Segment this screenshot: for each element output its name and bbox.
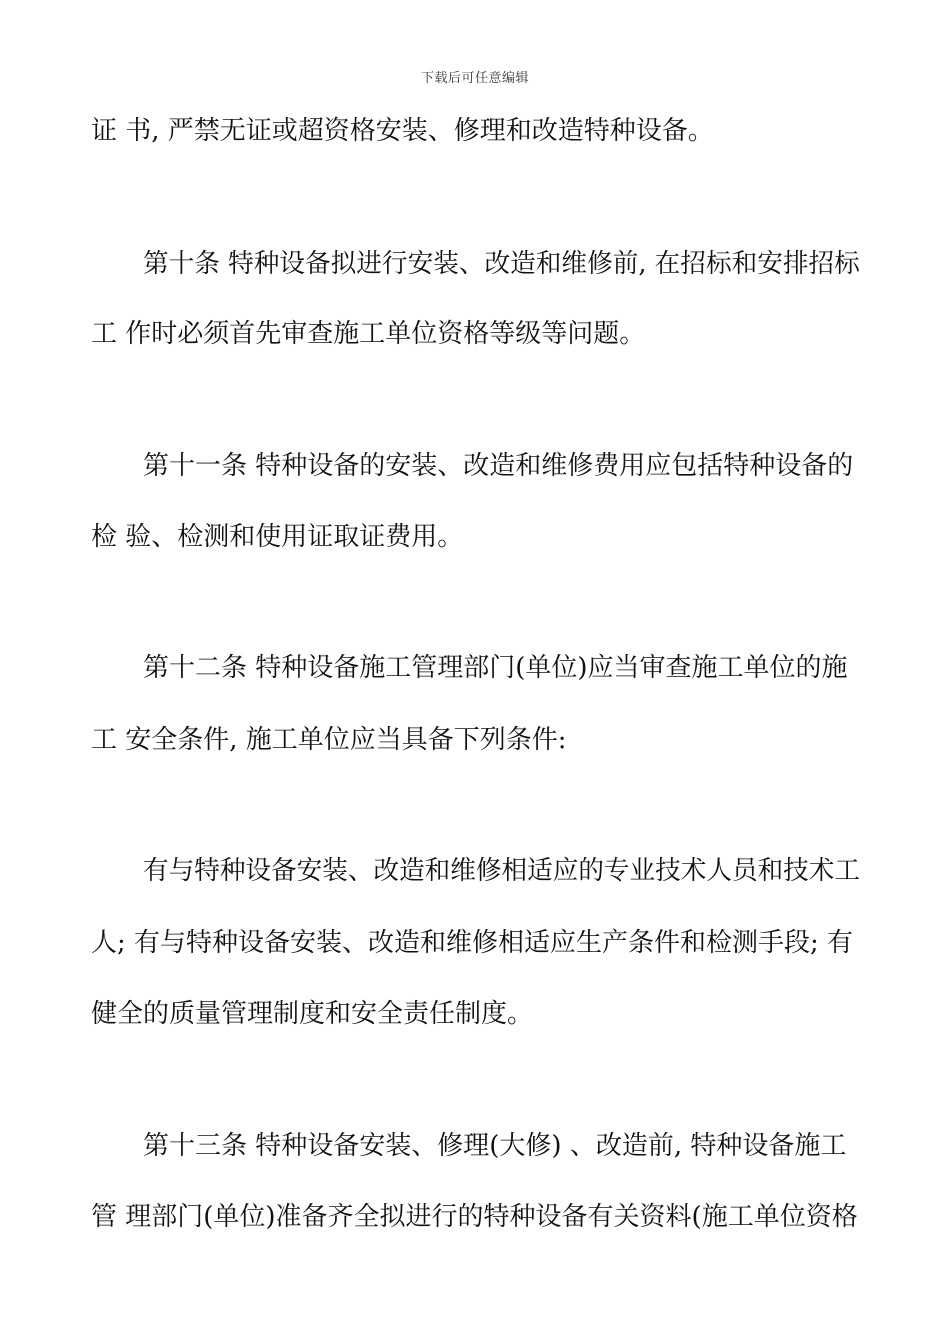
paragraph-line: 证 书, 严禁无证或超资格安装、修理和改造特种设备。 [91, 116, 714, 146]
paragraph-line: 第十条 特种设备拟进行安装、改造和维修前, 在招标和安排招标 [143, 249, 860, 279]
paragraph-line: 检 验、检测和使用证取证费用。 [91, 522, 464, 552]
paragraph-line: 工 安全条件, 施工单位应当具备下列条件: [91, 725, 567, 755]
paragraph-line: 有与特种设备安装、改造和维修相适应的专业技术人员和技术工 [143, 856, 861, 886]
page-header: 下载后可任意编辑 [420, 71, 529, 86]
paragraph-line: 人; 有与特种设备安装、改造和维修相适应生产条件和检测手段; 有 [91, 928, 854, 958]
paragraph-line: 健全的质量管理制度和安全责任制度。 [91, 999, 534, 1029]
paragraph-line: 第十一条 特种设备的安装、改造和维修费用应包括特种设备的 [143, 451, 854, 481]
paragraph-line: 管 理部门(单位)准备齐全拟进行的特种设备有关资料(施工单位资格 [91, 1202, 858, 1232]
paragraph-line: 第十二条 特种设备施工管理部门(单位)应当审查施工单位的施 [143, 653, 848, 683]
paragraph-line: 工 作时必须首先审查施工单位资格等级等问题。 [91, 319, 646, 349]
paragraph-line: 第十三条 特种设备安装、修理(大修) 、改造前, 特种设备施工 [143, 1131, 847, 1161]
